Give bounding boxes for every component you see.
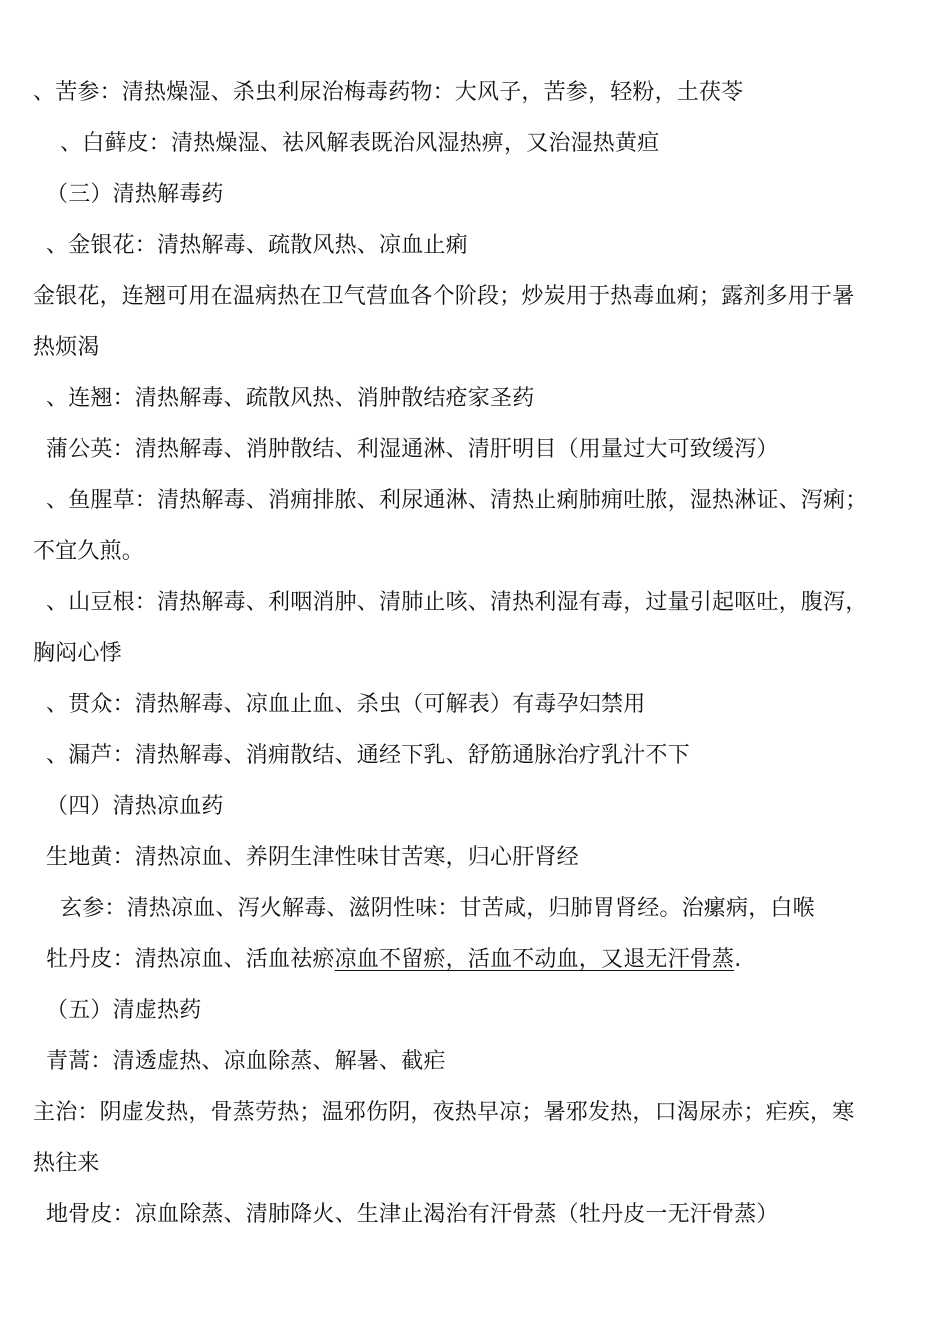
text-line-yuxingcao-cont: 不宜久煎。 [33,539,145,564]
text-line-shandougen: 、山豆根：清热解毒、利咽消肿、清肺止咳、清热利湿有毒，过量引起呕吐，腹泻， [46,590,868,615]
text-line-pugongying: 蒲公英：清热解毒、消肿散结、利湿通淋、清肝明目（用量过大可致缓泻） [46,437,779,462]
text-line-qinghao-zhuzhi: 主治：阴虚发热，骨蒸劳热；温邪伤阴，夜热早凉；暑邪发热，口渴尿赤；疟疾，寒 [33,1100,855,1125]
text-line-lianqiao: 、连翘：清热解毒、疏散风热、消肿散结疮家圣药 [46,386,535,411]
text-line-loulu: 、漏芦：清热解毒、消痈散结、通经下乳、舒筋通脉治疗乳汁不下 [46,743,690,768]
text-line-shengdihuang: 生地黄：清热凉血、养阴生津性味甘苦寒，归心肝肾经 [46,845,579,870]
text-line-kushen: 、苦参：清热燥湿、杀虫利尿治梅毒药物：大风子，苦参，轻粉，土茯苓 [33,80,744,105]
mudanpi-prefix: 牡丹皮：清热凉血、活血祛瘀 [46,947,335,972]
text-line-guanzhong: 、贯众：清热解毒、凉血止血、杀虫（可解表）有毒孕妇禁用 [46,692,646,717]
section-heading-qingre-liangxue: （四）清热凉血药 [46,794,224,819]
text-line-jinyinhua-note: 金银花，连翘可用在温病热在卫气营血各个阶段；炒炭用于热毒血痢；露剂多用于暑 [33,284,855,309]
text-line-xuanshen: 玄参：清热凉血、泻火解毒、滋阴性味：甘苦咸，归肺胃肾经。治瘰病，白喉 [60,896,815,921]
text-line-jinyinhua: 、金银花：清热解毒、疏散风热、凉血止痢 [46,233,468,258]
mudanpi-underlined-text: 凉血不留瘀，活血不动血，又退无汗骨蒸 [334,947,735,972]
text-line-digupi: 地骨皮：凉血除蒸、清肺降火、生津止渴治有汗骨蒸（牡丹皮一无汗骨蒸） [46,1202,779,1227]
section-heading-qingre-jiedu: （三）清热解毒药 [46,182,224,207]
section-heading-qingxure: （五）清虚热药 [46,998,202,1023]
text-line-yuxingcao: 、鱼腥草：清热解毒、消痈排脓、利尿通淋、清热止痢肺痈吐脓，湿热淋证、泻痢； [46,488,868,513]
text-line-baixianpi: 、白藓皮：清热燥湿、祛风解表既治风湿热痹，又治湿热黄疸 [60,131,660,156]
text-line-jinyinhua-note-cont: 热烦渴 [33,335,100,360]
text-line-mudanpi [46,934,936,985]
text-line-qinghao: 青蒿：清透虚热、凉血除蒸、解暑、截疟 [46,1049,446,1074]
mudanpi-suffix: . [734,947,742,972]
text-line-shandougen-cont: 胸闷心悸 [33,641,122,666]
text-line-qinghao-zhuzhi-cont: 热往来 [33,1151,100,1176]
